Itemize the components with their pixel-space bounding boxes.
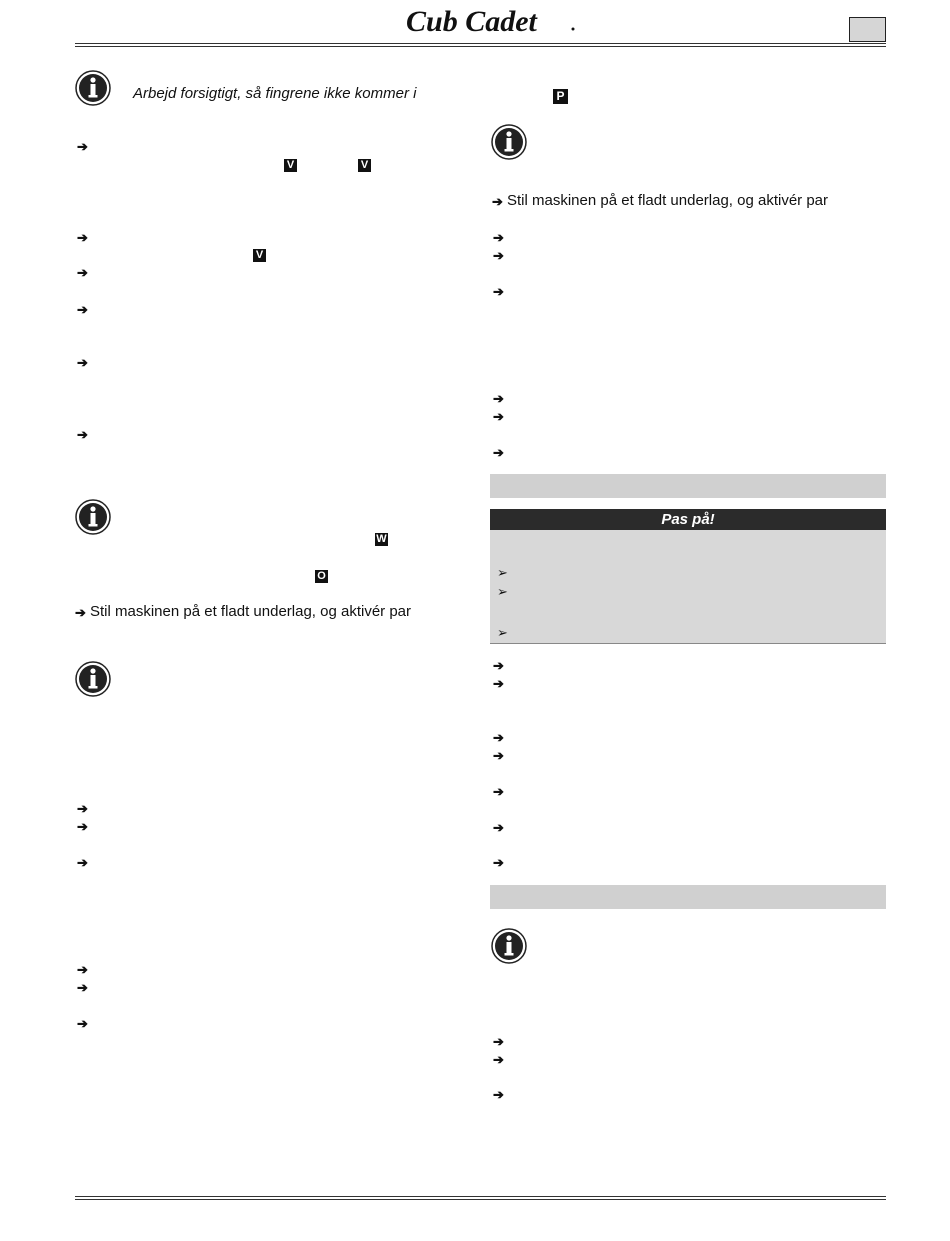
arrow-right-icon: ➔ <box>77 801 88 816</box>
arrow-right-icon: ➔ <box>493 391 504 406</box>
chevron-bullet-icon: ➢ <box>497 625 508 640</box>
arrow-right-icon: ➔ <box>493 784 504 799</box>
arrow-right-icon: ➔ <box>493 1034 504 1049</box>
chevron-bullet-icon: ➢ <box>497 565 508 580</box>
step-text: Stil maskinen på et fladt underlag, og aktivér par <box>90 603 412 620</box>
chevron-bullet-icon: ➢ <box>497 584 508 599</box>
arrow-right-icon: ➔ <box>493 445 504 460</box>
logo-text: Cub Cadet <box>406 5 537 38</box>
ref-tag-v: V <box>358 159 371 172</box>
ref-tag-v: V <box>253 249 266 262</box>
note-text: Arbejd forsigtigt, så fingrene ikke kommer i <box>133 85 417 102</box>
footer-rule <box>75 1196 886 1200</box>
info-icon <box>75 70 111 106</box>
warning-title: Pas på! <box>490 509 886 530</box>
arrow-right-icon: ➔ <box>493 658 504 673</box>
arrow-right-icon: ➔ <box>77 962 88 977</box>
arrow-right-icon: ➔ <box>493 748 504 763</box>
arrow-right-icon: ➔ <box>492 194 503 209</box>
cub-cadet-logo <box>404 4 579 40</box>
arrow-right-icon: ➔ <box>493 1087 504 1102</box>
arrow-right-icon: ➔ <box>493 248 504 263</box>
arrow-right-icon: ➔ <box>493 230 504 245</box>
arrow-right-icon: ➔ <box>77 355 88 370</box>
arrow-right-icon: ➔ <box>493 855 504 870</box>
info-icon <box>491 928 527 964</box>
ref-tag-p: P <box>553 89 568 104</box>
arrow-right-icon: ➔ <box>77 265 88 280</box>
warning-box <box>490 530 886 644</box>
arrow-right-icon: ➔ <box>77 855 88 870</box>
info-icon <box>75 499 111 535</box>
section-header-bar <box>490 474 886 498</box>
ref-tag-v: V <box>284 159 297 172</box>
section-header-bar <box>490 885 886 909</box>
arrow-right-icon: ➔ <box>77 302 88 317</box>
step-text: Stil maskinen på et fladt underlag, og aktivér par <box>507 192 829 209</box>
info-icon <box>491 124 527 160</box>
arrow-right-icon: ➔ <box>493 820 504 835</box>
page-number-box <box>849 17 886 42</box>
header-rule <box>75 43 886 47</box>
arrow-right-icon: ➔ <box>77 427 88 442</box>
arrow-right-icon: ➔ <box>77 980 88 995</box>
ref-tag-o: O <box>315 570 328 583</box>
arrow-right-icon: ➔ <box>77 139 88 154</box>
arrow-right-icon: ➔ <box>493 284 504 299</box>
info-icon <box>75 661 111 697</box>
arrow-right-icon: ➔ <box>77 819 88 834</box>
arrow-right-icon: ➔ <box>493 1052 504 1067</box>
arrow-right-icon: ➔ <box>493 676 504 691</box>
arrow-right-icon: ➔ <box>493 409 504 424</box>
arrow-right-icon: ➔ <box>77 1016 88 1031</box>
arrow-right-icon: ➔ <box>493 730 504 745</box>
arrow-right-icon: ➔ <box>77 230 88 245</box>
ref-tag-w: W <box>376 533 387 545</box>
arrow-right-icon: ➔ <box>75 605 86 620</box>
